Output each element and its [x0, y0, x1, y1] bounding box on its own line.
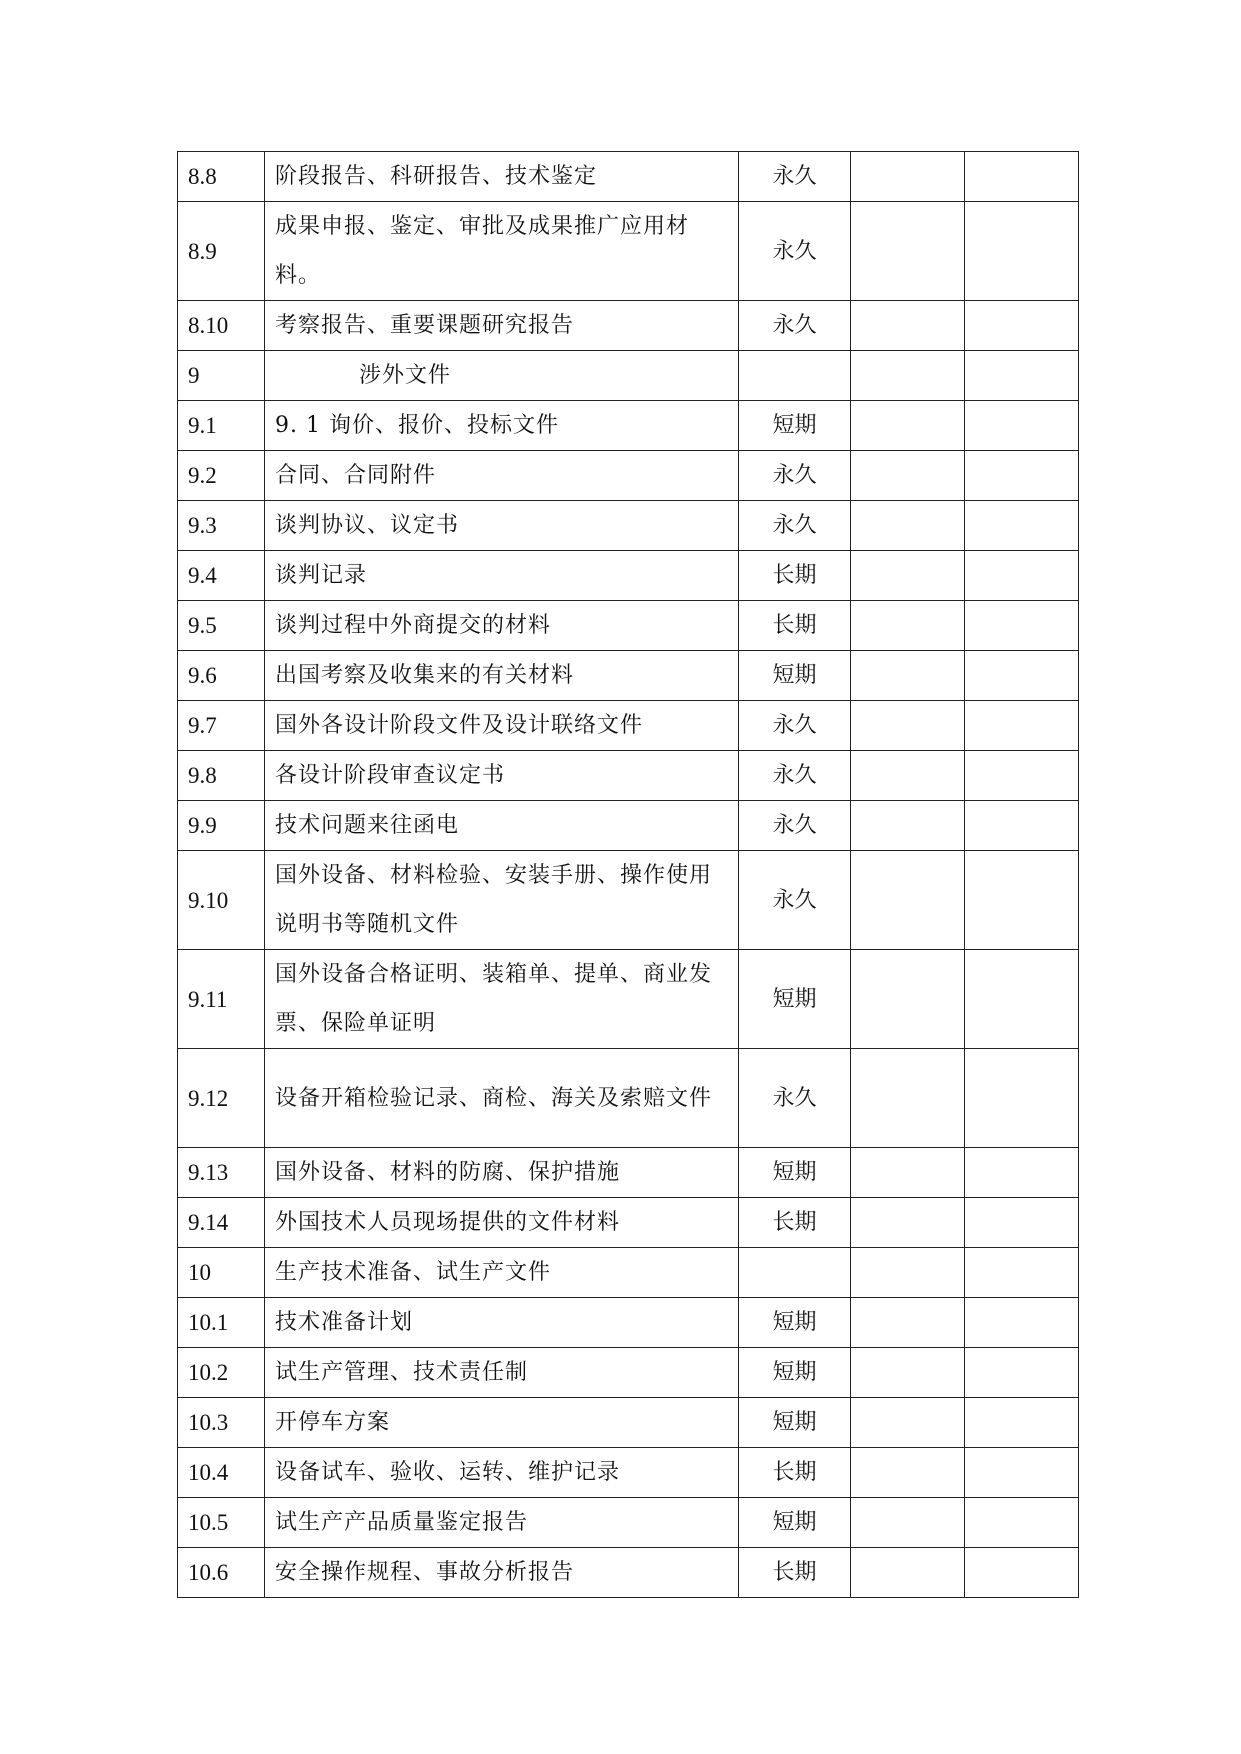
blank-cell [851, 1348, 965, 1398]
blank-cell [851, 1248, 965, 1298]
table-row [178, 651, 1079, 701]
row-title: 国外各设计阶段文件及设计联络文件 [265, 701, 739, 751]
table-row [178, 1398, 1079, 1448]
blank-cell [851, 851, 965, 950]
table-row [178, 751, 1079, 801]
row-title: 国外设备、材料检验、安装手册、操作使用说明书等随机文件 [265, 851, 739, 950]
retention-term: 短期 [739, 1498, 851, 1548]
retention-term: 永久 [739, 501, 851, 551]
row-number: 9.7 [178, 701, 265, 751]
row-number: 10.2 [178, 1348, 265, 1398]
blank-cell [965, 202, 1079, 301]
row-title: 出国考察及收集来的有关材料 [265, 651, 739, 701]
blank-cell [851, 152, 965, 202]
row-number: 8.10 [178, 301, 265, 351]
blank-cell [851, 451, 965, 501]
blank-cell [851, 601, 965, 651]
table-row [178, 801, 1079, 851]
table-row [178, 152, 1079, 202]
blank-cell [965, 1348, 1079, 1398]
row-title: 考察报告、重要课题研究报告 [265, 301, 739, 351]
retention-term: 永久 [739, 701, 851, 751]
row-number: 9.2 [178, 451, 265, 501]
blank-cell [965, 1148, 1079, 1198]
row-title: 外国技术人员现场提供的文件材料 [265, 1198, 739, 1248]
retention-term [739, 1248, 851, 1298]
row-title: 生产技术准备、试生产文件 [265, 1248, 739, 1298]
table-row [178, 1049, 1079, 1148]
blank-cell [965, 1049, 1079, 1148]
retention-term: 永久 [739, 202, 851, 301]
row-title: 谈判过程中外商提交的材料 [265, 601, 739, 651]
blank-cell [851, 1298, 965, 1348]
blank-cell [965, 1298, 1079, 1348]
blank-cell [851, 1049, 965, 1148]
retention-term: 短期 [739, 401, 851, 451]
table-row [178, 351, 1079, 401]
row-number: 9.8 [178, 751, 265, 801]
blank-cell [965, 950, 1079, 1049]
row-number: 9.3 [178, 501, 265, 551]
table-row [178, 1498, 1079, 1548]
row-title: 安全操作规程、事故分析报告 [265, 1548, 739, 1598]
retention-term: 长期 [739, 1198, 851, 1248]
retention-term: 长期 [739, 601, 851, 651]
blank-cell [965, 401, 1079, 451]
blank-cell [965, 801, 1079, 851]
retention-term [739, 351, 851, 401]
table-row [178, 950, 1079, 1049]
blank-cell [851, 501, 965, 551]
retention-term: 永久 [739, 451, 851, 501]
blank-cell [851, 351, 965, 401]
table-row [178, 1548, 1079, 1598]
blank-cell [965, 601, 1079, 651]
blank-cell [851, 751, 965, 801]
blank-cell [851, 1198, 965, 1248]
section-heading: 涉外文件 [359, 363, 452, 388]
row-number: 9.11 [178, 950, 265, 1049]
table-row [178, 1448, 1079, 1498]
table-row [178, 1248, 1079, 1298]
table-row [178, 601, 1079, 651]
table-row [178, 451, 1079, 501]
row-title: 合同、合同附件 [265, 451, 739, 501]
blank-cell [965, 451, 1079, 501]
row-title: 各设计阶段审查议定书 [265, 751, 739, 801]
row-number: 9.9 [178, 801, 265, 851]
table-row [178, 501, 1079, 551]
row-number: 9.12 [178, 1049, 265, 1148]
table-row [178, 1198, 1079, 1248]
row-number: 9.5 [178, 601, 265, 651]
row-title: 国外设备、材料的防腐、保护措施 [265, 1148, 739, 1198]
table-row [178, 1298, 1079, 1348]
row-title: 谈判记录 [265, 551, 739, 601]
blank-cell [851, 551, 965, 601]
row-number: 8.9 [178, 202, 265, 301]
retention-term: 永久 [739, 851, 851, 950]
retention-term: 短期 [739, 1348, 851, 1398]
blank-cell [851, 1498, 965, 1548]
table-row [178, 1148, 1079, 1198]
row-number: 10.3 [178, 1398, 265, 1448]
blank-cell [965, 851, 1079, 950]
blank-cell [851, 701, 965, 751]
blank-cell [965, 351, 1079, 401]
table-row [178, 851, 1079, 950]
row-title: 技术问题来往函电 [265, 801, 739, 851]
row-title: 阶段报告、科研报告、技术鉴定 [265, 152, 739, 202]
row-title: 设备开箱检验记录、商检、海关及索赔文件 [265, 1049, 739, 1148]
blank-cell [965, 1548, 1079, 1598]
row-title: 成果申报、鉴定、审批及成果推广应用材料。 [265, 202, 739, 301]
retention-term: 短期 [739, 1398, 851, 1448]
retention-term: 长期 [739, 551, 851, 601]
row-title: 试生产产品质量鉴定报告 [265, 1498, 739, 1548]
blank-cell [965, 501, 1079, 551]
retention-term: 长期 [739, 1548, 851, 1598]
blank-cell [965, 152, 1079, 202]
blank-cell [965, 751, 1079, 801]
row-number: 9.10 [178, 851, 265, 950]
row-number: 10 [178, 1248, 265, 1298]
row-number: 9.4 [178, 551, 265, 601]
blank-cell [851, 1548, 965, 1598]
retention-term: 短期 [739, 1148, 851, 1198]
retention-term: 永久 [739, 1049, 851, 1148]
blank-cell [965, 651, 1079, 701]
row-title: 国外设备合格证明、装箱单、提单、商业发票、保险单证明 [265, 950, 739, 1049]
row-number: 9.1 [178, 401, 265, 451]
blank-cell [851, 651, 965, 701]
blank-cell [851, 401, 965, 451]
row-title: 开停车方案 [265, 1398, 739, 1448]
row-number: 9.14 [178, 1198, 265, 1248]
row-number: 10.4 [178, 1448, 265, 1498]
blank-cell [851, 1398, 965, 1448]
row-title: 设备试车、验收、运转、维护记录 [265, 1448, 739, 1498]
row-number: 9.6 [178, 651, 265, 701]
retention-term: 永久 [739, 301, 851, 351]
retention-term: 永久 [739, 801, 851, 851]
row-number: 9.13 [178, 1148, 265, 1198]
blank-cell [965, 1498, 1079, 1548]
retention-term: 短期 [739, 950, 851, 1049]
table-row [178, 551, 1079, 601]
retention-term: 永久 [739, 751, 851, 801]
blank-cell [965, 1248, 1079, 1298]
blank-cell [965, 551, 1079, 601]
blank-cell [851, 301, 965, 351]
retention-term: 永久 [739, 152, 851, 202]
row-title [265, 351, 739, 401]
row-number: 10.6 [178, 1548, 265, 1598]
blank-cell [965, 1398, 1079, 1448]
table-row [178, 1348, 1079, 1398]
row-title: 技术准备计划 [265, 1298, 739, 1348]
table-row [178, 701, 1079, 751]
retention-term: 长期 [739, 1448, 851, 1498]
blank-cell [851, 950, 965, 1049]
table-row [178, 301, 1079, 351]
blank-cell [851, 1448, 965, 1498]
blank-cell [965, 301, 1079, 351]
table-body [178, 152, 1079, 1598]
row-title: 谈判协议、议定书 [265, 501, 739, 551]
table-row [178, 401, 1079, 451]
row-number: 8.8 [178, 152, 265, 202]
blank-cell [851, 202, 965, 301]
row-number: 9 [178, 351, 265, 401]
blank-cell [965, 1198, 1079, 1248]
row-number: 10.5 [178, 1498, 265, 1548]
row-number: 10.1 [178, 1298, 265, 1348]
table-row [178, 202, 1079, 301]
retention-term: 短期 [739, 1298, 851, 1348]
blank-cell [965, 701, 1079, 751]
row-title: 9. 1 询价、报价、投标文件 [265, 401, 739, 451]
blank-cell [965, 1448, 1079, 1498]
retention-term: 短期 [739, 651, 851, 701]
row-title: 试生产管理、技术责任制 [265, 1348, 739, 1398]
blank-cell [851, 801, 965, 851]
blank-cell [851, 1148, 965, 1198]
archive-retention-table [177, 151, 1079, 1598]
